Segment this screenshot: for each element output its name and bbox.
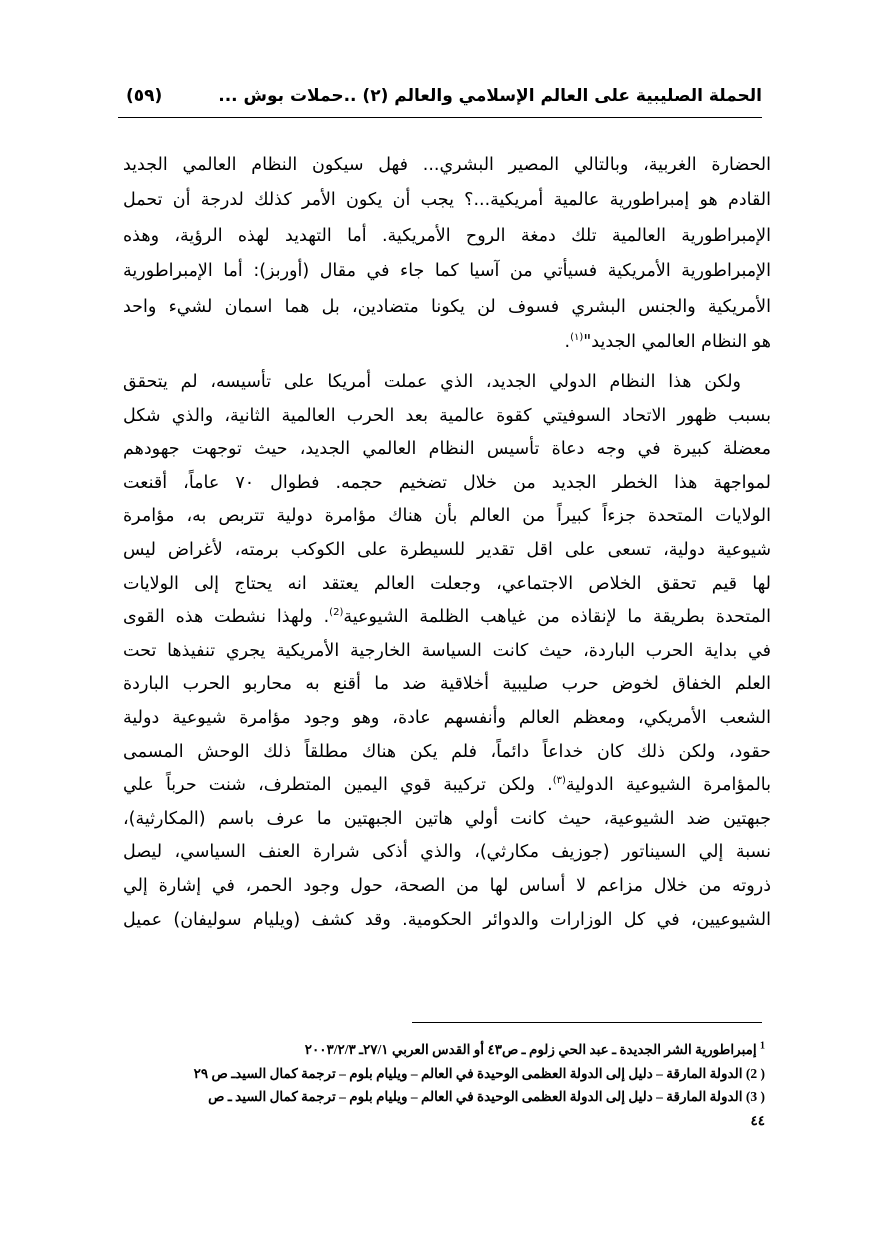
text: هو النظام العالمي الجديد" [583, 331, 771, 352]
page-header [118, 86, 762, 116]
paragraph-2 [123, 366, 771, 937]
text-line: الإمبراطورية الأمريكية فسيأتي من آسيا كما جاء في مقال (أوربز): أما الإمبراطورية [123, 261, 771, 282]
footnote-marker: ( 2) [745, 1065, 765, 1081]
page-number: (٥٩) [126, 86, 163, 106]
footnote-2 [110, 1062, 765, 1086]
text-line: معضلة كبيرة في وجه دعاة تأسيس النظام العالمي الجديد، حيث توجهت جهودهم [123, 439, 771, 460]
text-line: القادم هو إمبراطورية عالمية أمريكية...؟ يجب أن يكون الأمر كذلك لدرجة أن تحمل [123, 190, 771, 211]
text-line: الإمبراطورية العالمية تلك دمغة الروح الأمريكية. أما التهديد لهذه الرؤية، وهذه [123, 225, 771, 246]
text-line: الحضارة الغربية، وبالتالي المصير البشري... فهل سيكون النظام العالمي الجديد [123, 155, 771, 175]
footnote-text: الدولة المارقة – دليل إلى الدولة العظمى الوحيدة في العالم – ويليام بلوم – ترجمة كمال السيد ـ ص [208, 1089, 743, 1104]
text-line: ولكن هذا النظام الدولي الجديد، الذي عملت أمريكا على تأسيسه، لم يتحقق [123, 372, 741, 392]
footnote-3 [110, 1085, 765, 1109]
header-title: الحملة الصليبية على العالم الإسلامي والعالم (٢) ..حملات بوش ... [218, 86, 762, 106]
text: . [564, 331, 571, 352]
footnote-marker: ( 3) [745, 1089, 765, 1104]
text-line: لها قيم تحقق الخلاص الاجتماعي، وجعلت العالم يعتقد انه يحتاج إلى الولايات [123, 573, 771, 594]
text: . ولكن تركيبة قوي اليمين المتطرف، شنت حرباً علي [123, 775, 553, 796]
text-line: ذروته من خلال مزاعم لا أساس لها من الصحة، حول وجود الحمر، في إشارة إلي [123, 875, 771, 896]
text-line: لمواجهة هذا الخطر الجديد من خلال تضخيم حجمه. فطوال ٧٠ عاماً، أقنعت [123, 472, 771, 493]
text-line [123, 769, 771, 803]
header-divider [118, 117, 762, 118]
text-line: الولايات المتحدة جزءاً كبيراً من العالم بأن هناك مؤامرة دولية تتربص به، مؤامرة [123, 506, 771, 527]
footnote-text: الدولة المارقة – دليل إلى الدولة العظمى الوحيدة في العالم – ويليام بلوم – ترجمة كمال السيدـ ص ٢٩ [193, 1065, 743, 1081]
footnote-ref-2[interactable]: (2) [329, 607, 344, 619]
text-line: شيوعية دولية، تسعى على اقل تقدير للسيطرة على الكوكب برمته، لأغراض ليس [123, 539, 771, 560]
footnote-1 [110, 1038, 765, 1062]
text-line: بسبب ظهور الاتحاد السوفيتي كقوة عالمية بعد الحرب العالمية الثانية، والذي شكل [123, 405, 771, 426]
text: المتحدة بطريقة ما لإنقاذه من غياهب الظلمة الشيوعية [343, 607, 771, 628]
footnote-text: ٤٤ [750, 1112, 765, 1128]
text-line: الشعب الأمريكي، ومعظم العالم وأنفسهم عادة، وهو وجود مؤامرة شيوعية دولية [123, 707, 771, 728]
footnotes [110, 1038, 765, 1132]
text-line: الأمريكية والجنس البشري فسوف لن يكونا متضادين، بل هما اسمان لشيء واحد [123, 296, 771, 317]
footnote-divider [412, 1022, 762, 1023]
text-line [123, 325, 771, 360]
text-line [123, 601, 771, 635]
footnote-ref-3[interactable]: (٣) [552, 775, 566, 787]
text-line: الشيوعيين، في كل الوزارات والدوائر الحكومية. وقد كشف (ويليام سوليفان) عميل [123, 909, 771, 930]
text-line: حقود، ولكن ذلك كان خداعاً دائماً، فلم يكن هناك مطلقاً ذلك الوحش المسمى [123, 741, 771, 762]
text-line: في بداية الحرب الباردة، حيث كانت السياسة الخارجية الأمريكية يجري تنفيذها تحت [123, 640, 771, 661]
text: بالمؤامرة الشيوعية الدولية [565, 775, 772, 796]
text-line: نسبة إلي السيناتور (جوزيف مكارثي)، والذي أذكى شرارة العنف السياسي، ليصل [123, 842, 771, 863]
text-line: جبهتين ضد الشيوعية، حيث كانت أولي هاتين الجبهتين ما عرف باسم (المكارثية)، [123, 808, 771, 829]
footnote-marker: 1 [760, 1040, 765, 1052]
text: . ولهذا نشطت هذه القوى [123, 607, 330, 628]
footnote-text: إمبراطورية الشر الجديدة ـ عبد الحي زلوم ـ ص٤٣ أو القدس العربي ٢٧/١ـ ٢٠٠٣/٢/٣ [304, 1042, 757, 1057]
text-line: العلم الخفاق لخوض حرب صليبية أخلاقية ضد ما أقنع به محاربو الحرب الباردة [123, 674, 771, 695]
paragraph-1 [123, 148, 771, 360]
footnote-3-continued [110, 1109, 765, 1133]
footnote-ref-1[interactable]: (١) [570, 332, 584, 344]
